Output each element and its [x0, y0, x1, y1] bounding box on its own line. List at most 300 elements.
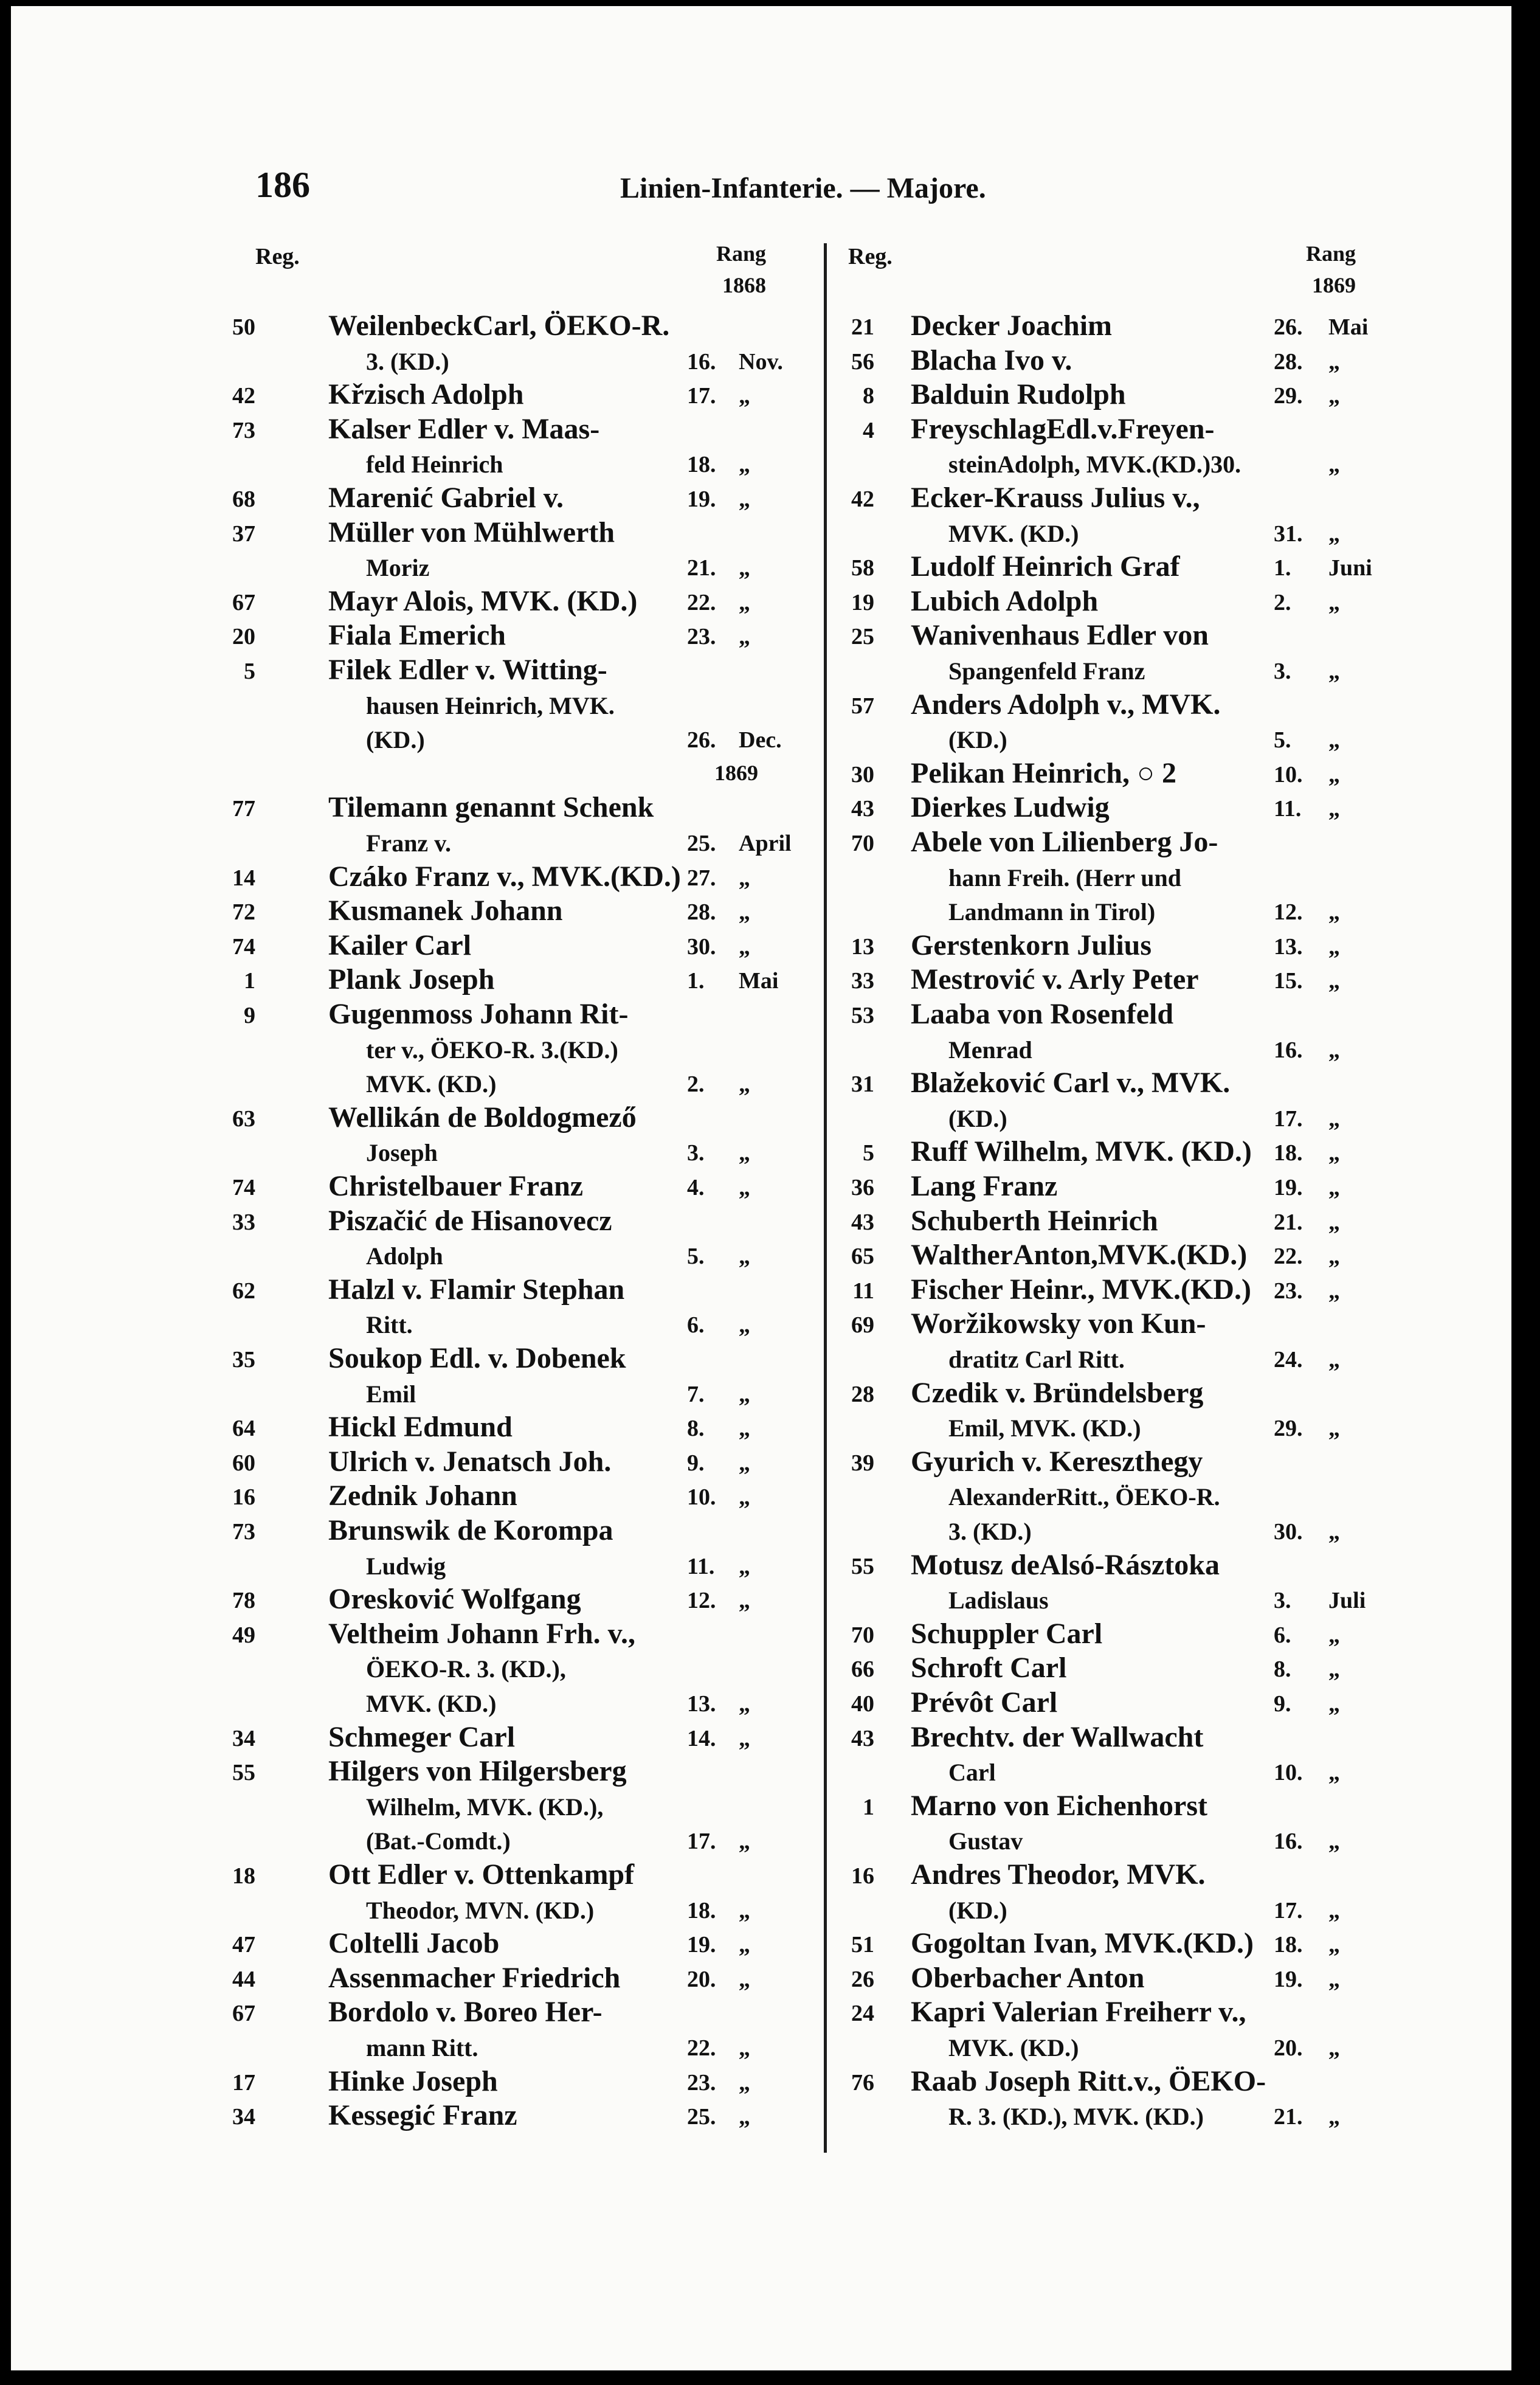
rank-day: 28.	[687, 899, 716, 926]
rank-day: 25.	[687, 2104, 716, 2130]
officer-name: Czáko Franz v., MVK.(KD.)	[328, 860, 681, 893]
entry-line	[0, 1789, 1540, 1824]
officer-name: Blacha Ivo v.	[911, 344, 1072, 376]
entry-line	[0, 412, 1540, 448]
rank-month: „	[739, 865, 750, 891]
rank-day: 10.	[1274, 761, 1303, 788]
regiment-number: 8	[863, 383, 874, 409]
officer-name: Motusz deAlsó-Rásztoka	[911, 1548, 1220, 1581]
rank-day: 8.	[1274, 1656, 1291, 1683]
rank-month: „	[1328, 1175, 1340, 1200]
officer-name: Theodor, MVN. (KD.)	[366, 1896, 595, 1924]
regiment-number: 34	[232, 1725, 255, 1751]
entry-line	[0, 2030, 1540, 2065]
rank-day: 18.	[687, 1897, 716, 1923]
rank-day: 20.	[687, 1966, 716, 1992]
officer-name: Kapri Valerian Freiherr v.,	[911, 1996, 1246, 2029]
rank-month: „	[1328, 521, 1340, 547]
entry-line	[0, 2099, 1540, 2134]
rank-month: „	[1328, 2104, 1340, 2130]
right-rang-header: Rang	[1305, 241, 1356, 266]
rank-month: „	[1328, 761, 1340, 788]
rank-month: „	[1328, 1347, 1340, 1372]
regiment-number: 30	[851, 761, 874, 788]
rank-day: 4.	[687, 1175, 705, 1200]
officer-name: Lang Franz	[911, 1170, 1058, 1202]
officer-name: Adolph	[366, 1242, 443, 1270]
officer-name: Christelbauer Franz	[328, 1170, 584, 1202]
officer-name: Emil, MVK. (KD.)	[948, 1414, 1141, 1442]
officer-name: Mayr Alois, MVK. (KD.)	[328, 584, 638, 617]
officer-name: Assenmacher Friedrich	[328, 1961, 621, 1994]
officer-name: Plank Joseph	[328, 963, 495, 996]
rank-month: Dec.	[739, 727, 782, 753]
officer-name: Woržikowsky von Kun-	[911, 1307, 1206, 1340]
officer-name: steinAdolph, MVK.(KD.)30.	[948, 451, 1241, 479]
left-rang-header: Rang	[716, 241, 766, 266]
rank-month: „	[739, 1829, 750, 1855]
entry-line	[0, 1307, 1540, 1342]
rank-day: 23.	[687, 2069, 716, 2096]
rank-month: April	[739, 831, 792, 856]
entry-line	[0, 894, 1540, 929]
officer-name: Abele von Lilienberg Jo-	[911, 826, 1218, 858]
rank-day: 31.	[1274, 521, 1303, 547]
officer-name: Filek Edler v. Witting-	[328, 654, 607, 686]
regiment-number: 67	[232, 589, 255, 615]
officer-name: Ladislaus	[948, 1587, 1049, 1615]
rank-month: „	[739, 1140, 750, 1166]
officer-name: Hinke Joseph	[328, 2065, 498, 2097]
entry-line	[0, 1651, 1540, 1686]
regiment-number: 66	[851, 1656, 874, 1683]
rank-day: 22.	[687, 589, 716, 615]
officer-name: Ritt.	[366, 1311, 413, 1339]
regiment-number: 55	[851, 1553, 874, 1579]
officer-name: Schmeger Carl	[328, 1720, 516, 1753]
regiment-number: 74	[232, 1175, 255, 1200]
regiment-number: 16	[851, 1863, 874, 1889]
entry-line	[0, 688, 1540, 723]
regiment-number: 4	[863, 417, 874, 443]
regiment-number: 60	[232, 1450, 255, 1476]
officer-name: Kusmanek Johann	[328, 895, 563, 927]
entry-line	[0, 1582, 1540, 1618]
regiment-number: 70	[851, 1622, 874, 1648]
rank-day: 10.	[1274, 1760, 1303, 1786]
officer-name: Dierkes Ludwig	[911, 791, 1110, 824]
rank-day: 21.	[687, 555, 716, 581]
rank-day: 13.	[687, 1691, 716, 1717]
officer-name: WeilenbeckCarl, ÖEKO-R.	[328, 310, 670, 342]
officer-name: dratitz Carl Ritt.	[948, 1346, 1125, 1373]
officer-name: Gerstenkorn Julius	[911, 929, 1152, 961]
regiment-number: 72	[232, 899, 255, 926]
officer-name: (KD.)	[948, 726, 1007, 754]
regiment-number: 40	[851, 1691, 874, 1717]
officer-name: Bordolo v. Boreo Her-	[328, 1996, 603, 2029]
officer-name: MVK. (KD.)	[366, 1690, 497, 1717]
rank-month: „	[1328, 452, 1340, 478]
rank-month: „	[739, 1244, 750, 1270]
officer-name: Schuppler Carl	[911, 1617, 1103, 1650]
entry-line	[0, 550, 1540, 585]
entry-line	[0, 1686, 1540, 1721]
entry-line	[0, 1341, 1540, 1377]
officer-name: Mestrović v. Arly Peter	[911, 963, 1199, 996]
rank-day: 17.	[687, 1829, 716, 1855]
rank-day: 16.	[1274, 1829, 1303, 1855]
regiment-number: 43	[851, 796, 874, 822]
rank-day: 18.	[687, 452, 716, 478]
regiment-number: 37	[232, 521, 255, 547]
rank-month: „	[739, 933, 750, 960]
officer-name: Balduin Rudolph	[911, 378, 1126, 411]
rank-day: 24.	[1274, 1347, 1303, 1372]
regiment-number: 36	[851, 1175, 874, 1200]
rank-month: „	[739, 589, 750, 615]
regiment-number: 28	[851, 1381, 874, 1407]
rank-month: „	[739, 624, 750, 650]
rank-month: „	[739, 1175, 750, 1200]
rank-day: 21.	[1274, 2104, 1303, 2130]
rank-month: „	[1328, 1691, 1340, 1717]
officer-name: Marenić Gabriel v.	[328, 482, 564, 514]
rank-month: „	[1328, 727, 1340, 753]
rank-month: „	[1328, 1656, 1340, 1683]
rank-day: 14.	[687, 1725, 716, 1751]
officer-name: hann Freih. (Herr und	[948, 864, 1182, 891]
officer-name: R. 3. (KD.), MVK. (KD.)	[948, 2103, 1204, 2131]
entry-line	[0, 1479, 1540, 1514]
officer-name: Blažeković Carl v., MVK.	[911, 1067, 1231, 1099]
rank-day: 25.	[687, 831, 716, 856]
entry-line	[0, 756, 1540, 792]
rank-month: „	[739, 1450, 750, 1476]
regiment-number: 51	[851, 1932, 874, 1958]
officer-name: mann Ritt.	[366, 2034, 478, 2061]
rank-month: „	[1328, 1829, 1340, 1855]
officer-name: Wanivenhaus Edler von	[911, 619, 1209, 652]
rank-month: „	[739, 1932, 750, 1958]
rank-month: Juni	[1328, 555, 1372, 581]
rank-month: „	[739, 1553, 750, 1579]
rank-day: 1.	[687, 968, 705, 994]
rank-month: „	[1328, 2035, 1340, 2061]
running-title: Linien-Infanterie. — Majore.	[620, 172, 986, 204]
officer-name: Gugenmoss Johann Rit-	[328, 998, 629, 1030]
entry-line	[0, 1376, 1540, 1411]
rank-month: „	[1328, 1278, 1340, 1304]
entry-line	[0, 1858, 1540, 1893]
officer-name: Oberbacher Anton	[911, 1961, 1145, 1994]
rank-day: 23.	[687, 624, 716, 650]
rank-day: 11.	[1274, 796, 1302, 822]
rank-month: „	[739, 1071, 750, 1098]
officer-name: Hilgers von Hilgersberg	[328, 1755, 627, 1788]
officer-name: feld Heinrich	[366, 451, 503, 479]
rank-month: „	[1328, 348, 1340, 375]
officer-name: Czedik v. Bründelsberg	[911, 1376, 1204, 1409]
rank-day: 29.	[1274, 1416, 1303, 1442]
regiment-number: 42	[851, 486, 874, 512]
regiment-number: 57	[851, 693, 874, 719]
regiment-number: 76	[851, 2069, 874, 2096]
rank-month: „	[1328, 659, 1340, 684]
rank-month: „	[1328, 1416, 1340, 1442]
entry-line	[0, 1754, 1540, 1790]
officer-name: MVK. (KD.)	[948, 519, 1079, 547]
rank-day: 19.	[687, 486, 716, 512]
rank-month: Juli	[1328, 1588, 1366, 1614]
regiment-number: 58	[851, 555, 874, 581]
regiment-number: 63	[232, 1106, 255, 1132]
officer-name: Gustav	[948, 1827, 1023, 1855]
officer-name: Piszačić de Hisanovecz	[328, 1204, 612, 1237]
rank-day: 13.	[1274, 933, 1303, 960]
officer-name: AlexanderRitt., ÖEKO-R.	[948, 1483, 1220, 1511]
rank-day: 23.	[1274, 1278, 1303, 1304]
rank-month: „	[739, 1312, 750, 1338]
officer-name: Emil	[366, 1380, 416, 1408]
regiment-number: 33	[851, 968, 874, 994]
rank-month: „	[1328, 1519, 1340, 1545]
officer-name: Lubich Adolph	[911, 584, 1099, 617]
officer-name: Brunswik de Korompa	[328, 1514, 613, 1546]
entry-line	[0, 825, 1540, 860]
rank-month: „	[739, 899, 750, 926]
rank-day: 3.	[1274, 659, 1291, 684]
regiment-number: 43	[851, 1725, 874, 1751]
rank-month: „	[1328, 1209, 1340, 1235]
rank-day: 11.	[687, 1553, 715, 1579]
rank-month: „	[1328, 1037, 1340, 1063]
rank-month: „	[739, 1416, 750, 1442]
regiment-number: 21	[851, 314, 874, 340]
officer-name: Marno von Eichenhorst	[911, 1789, 1208, 1822]
rank-day: 9.	[687, 1450, 705, 1476]
regiment-number: 62	[232, 1278, 255, 1304]
entry-line	[0, 1273, 1540, 1308]
rank-month: „	[1328, 1932, 1340, 1958]
regiment-number: 77	[232, 796, 255, 822]
rank-day: 18.	[1274, 1140, 1303, 1166]
regiment-number: 5	[863, 1140, 874, 1166]
page-number: 186	[255, 165, 310, 205]
rank-day: 17.	[1274, 1106, 1303, 1132]
officer-name: (KD.)	[366, 726, 425, 754]
rank-day: 2.	[687, 1071, 705, 1098]
entry-line	[0, 929, 1540, 964]
entry-line	[0, 1961, 1540, 1996]
rank-day: 30.	[1274, 1519, 1303, 1545]
regiment-number: 44	[232, 1966, 255, 1992]
rank-month: „	[739, 2035, 750, 2061]
entry-line	[0, 1548, 1540, 1584]
officer-name: Ludwig	[366, 1552, 446, 1580]
officer-name: Veltheim Johann Frh. v.,	[328, 1617, 635, 1650]
officer-name: Hickl Edmund	[328, 1411, 513, 1444]
regiment-number: 67	[232, 2001, 255, 2027]
officer-name: 3. (KD.)	[366, 347, 449, 375]
entry-line	[0, 963, 1540, 998]
rank-month: „	[1328, 1106, 1340, 1132]
officer-name: Tilemann genannt Schenk	[328, 791, 654, 824]
regiment-number: 20	[232, 624, 255, 650]
rank-month: „	[739, 1691, 750, 1717]
rank-day: 16.	[1274, 1037, 1303, 1063]
rank-day: 21.	[1274, 1209, 1303, 1235]
officer-name: MVK. (KD.)	[366, 1070, 497, 1098]
regiment-number: 34	[232, 2104, 255, 2130]
regiment-number: 78	[232, 1588, 255, 1614]
regiment-number: 68	[232, 486, 255, 512]
rank-month: „	[739, 1897, 750, 1923]
regiment-number: 53	[851, 1003, 874, 1028]
officer-name: Schroft Carl	[911, 1652, 1067, 1684]
officer-name: ter v., ÖEKO-R. 3.(KD.)	[366, 1036, 618, 1064]
officer-name: Pelikan Heinrich, ○ 2	[911, 756, 1176, 789]
officer-name: Menrad	[948, 1036, 1032, 1064]
rank-day: 15.	[1274, 968, 1303, 994]
officer-name: Anders Adolph v., MVK.	[911, 688, 1221, 721]
officer-name: Raab Joseph Ritt.v., ÖEKO-	[911, 2065, 1266, 2097]
regiment-number: 47	[232, 1932, 255, 1958]
right-reg-header: Reg.	[848, 244, 893, 269]
regiment-number: 74	[232, 933, 255, 960]
rank-day: 12.	[687, 1588, 716, 1614]
officer-name: Joseph	[366, 1139, 438, 1167]
rank-day: 1.	[1274, 555, 1291, 581]
entry-line	[0, 1204, 1540, 1239]
regiment-number: 16	[232, 1484, 255, 1511]
officer-name: Ecker-Krauss Julius v.,	[911, 482, 1200, 514]
entry-line	[0, 309, 1540, 344]
officer-name: Ulrich v. Jenatsch Joh.	[328, 1445, 612, 1478]
entry-line	[0, 584, 1540, 620]
rank-month: „	[739, 555, 750, 581]
rank-day: 22.	[1274, 1244, 1303, 1270]
regiment-number: 13	[851, 933, 874, 960]
regiment-number: 1	[244, 968, 255, 994]
left-reg-header: Reg.	[255, 244, 300, 269]
entry-line	[0, 446, 1540, 482]
entry-line	[0, 1066, 1540, 1101]
rank-month: „	[1328, 1622, 1340, 1648]
rank-day: 6.	[1274, 1622, 1291, 1648]
officer-name: (KD.)	[948, 1896, 1007, 1924]
right-year-header: 1869	[1312, 273, 1356, 297]
officer-name: Müller von Mühlwerth	[328, 516, 615, 549]
officer-name: Ludolf Heinrich Graf	[911, 550, 1180, 583]
entry-line	[0, 1892, 1540, 1928]
officer-name: Schuberth Heinrich	[911, 1204, 1158, 1237]
entry-line	[0, 1101, 1540, 1136]
rank-day: 22.	[687, 2035, 716, 2061]
rank-month: „	[739, 2104, 750, 2130]
rank-month: Nov.	[739, 348, 783, 375]
rank-month: „	[1328, 1244, 1340, 1270]
officer-name: Landmann in Tirol)	[948, 898, 1156, 926]
rank-day: 26.	[687, 727, 716, 753]
rank-day: 5.	[1274, 727, 1291, 753]
regiment-number: 1	[863, 1794, 874, 1820]
regiment-number: 31	[851, 1071, 874, 1098]
officer-name: Gogoltan Ivan, MVK.(KD.)	[911, 1927, 1254, 1960]
entry-line	[0, 481, 1540, 516]
rank-day: 28.	[1274, 348, 1303, 375]
entry-line	[0, 344, 1540, 379]
officer-name: Fischer Heinr., MVK.(KD.)	[911, 1273, 1251, 1306]
rank-day: 18.	[1274, 1932, 1303, 1958]
officer-name: Prévôt Carl	[911, 1686, 1058, 1719]
rank-day: 20.	[1274, 2035, 1303, 2061]
officer-name: Andres Theodor, MVK.	[911, 1858, 1206, 1891]
rank-day: 16.	[687, 348, 716, 375]
rank-month: „	[1328, 933, 1340, 960]
entry-line	[0, 1823, 1540, 1858]
regiment-number: 42	[232, 383, 255, 409]
officer-name: Soukop Edl. v. Dobenek	[328, 1342, 626, 1374]
officer-name: Coltelli Jacob	[328, 1927, 500, 1960]
rank-day: 8.	[687, 1416, 705, 1442]
rank-month: Mai	[739, 968, 779, 994]
rank-month: „	[739, 383, 750, 409]
entry-line	[0, 1169, 1540, 1205]
rank-month: „	[739, 1966, 750, 1992]
entry-line	[0, 1445, 1540, 1480]
rank-month: „	[739, 452, 750, 478]
rank-month: „	[1328, 1966, 1340, 1992]
officer-name: Kailer Carl	[328, 929, 472, 961]
rank-day: 19.	[1274, 1175, 1303, 1200]
regiment-number: 64	[232, 1416, 255, 1442]
officer-name: FreyschlagEdl.v.Freyen-	[911, 412, 1215, 445]
officer-name: Wilhelm, MVK. (KD.),	[366, 1793, 604, 1821]
entry-line	[0, 1032, 1540, 1067]
entry-line	[0, 791, 1540, 826]
entry-line	[0, 1926, 1540, 1962]
rank-month: „	[1328, 589, 1340, 615]
rank-day: 26.	[1274, 314, 1303, 340]
regiment-number: 17	[232, 2069, 255, 2096]
rank-month: „	[739, 486, 750, 512]
regiment-number: 18	[232, 1863, 255, 1889]
rank-day: 2.	[1274, 589, 1291, 615]
year-marker: 1869	[714, 760, 758, 785]
entry-line	[0, 1410, 1540, 1445]
officer-name: Oresković Wolfgang	[328, 1583, 581, 1616]
entry-line	[0, 2065, 1540, 2100]
officer-name: Zednik Johann	[328, 1480, 517, 1512]
entry-line	[0, 1135, 1540, 1170]
officer-name: WaltherAnton,MVK.(KD.)	[911, 1239, 1248, 1272]
rank-day: 27.	[687, 865, 716, 891]
entry-line	[0, 618, 1540, 654]
rank-month: „	[739, 2069, 750, 2096]
entry-line	[0, 1995, 1540, 2030]
officer-name: Franz v.	[366, 829, 451, 857]
entry-line	[0, 516, 1540, 551]
regiment-number: 5	[244, 659, 255, 684]
regiment-number: 50	[232, 314, 255, 340]
entry-line	[0, 1617, 1540, 1652]
regiment-number: 19	[851, 589, 874, 615]
officer-name: Carl	[948, 1759, 996, 1787]
entry-line	[0, 653, 1540, 688]
rank-day: 5.	[687, 1244, 705, 1270]
regiment-number: 73	[232, 417, 255, 443]
